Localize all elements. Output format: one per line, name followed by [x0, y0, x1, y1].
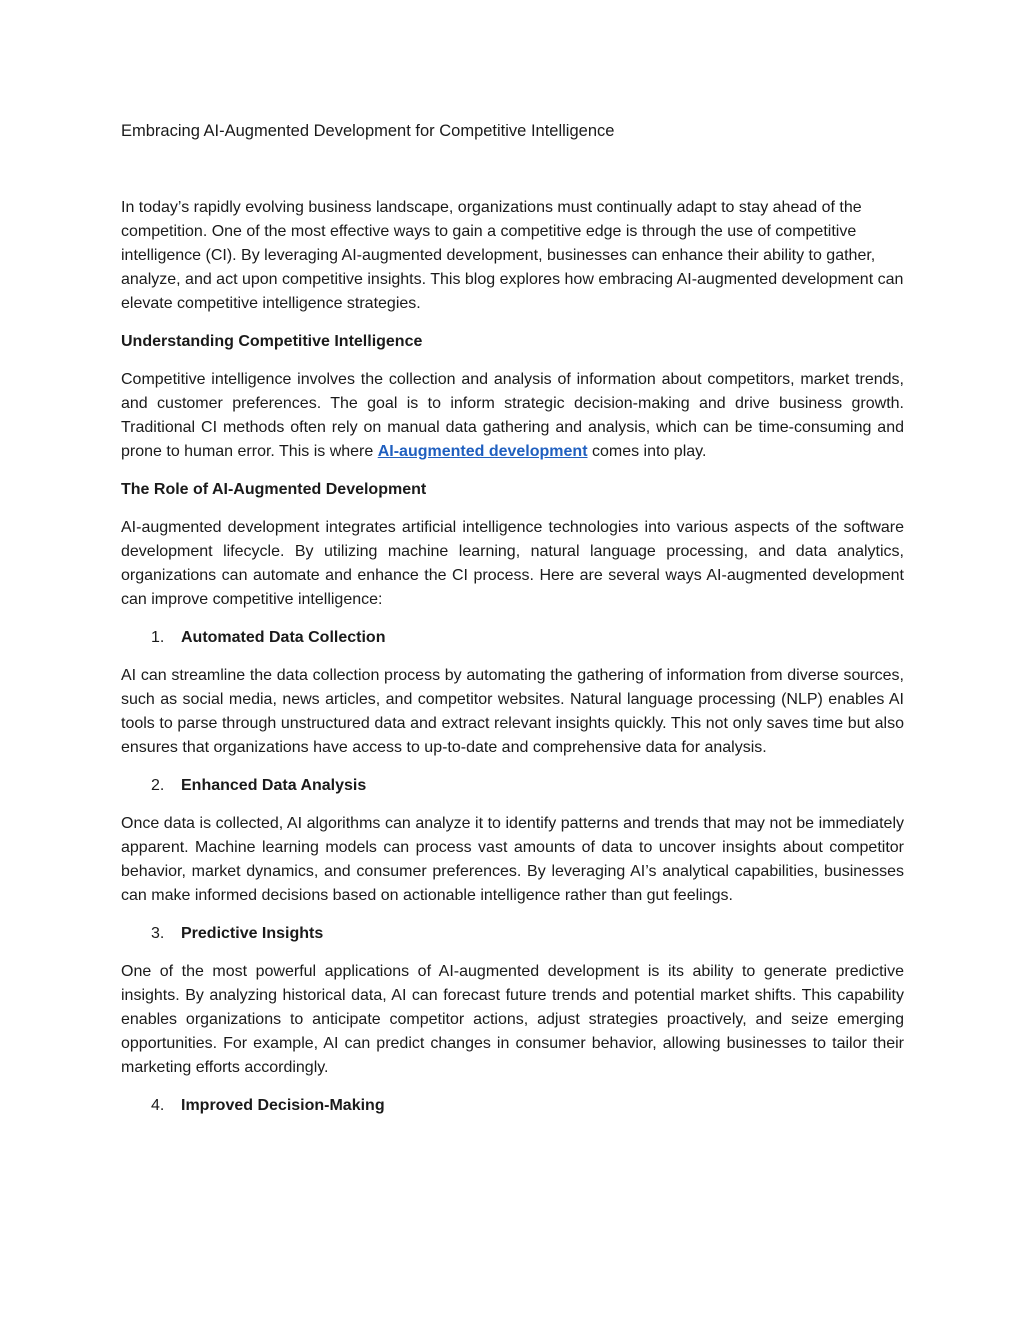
- list-heading-text: Improved Decision-Making: [181, 1097, 385, 1114]
- document-page: [121, 119, 904, 1132]
- list-number: 4.: [151, 1097, 165, 1114]
- list-item-paragraph: AI can streamline the data collection process by automating the gathering of information from diverse sources, such as social media, news articles, and competitor websites. Natural language processing (NLP) enables AI tools to parse through unstructured data and extract relevant insights quickly. This not only saves time but also ensures that organizations have access to up-to-date and comprehensive data for analysis.: [121, 667, 904, 756]
- section-paragraph-role: AI-augmented development integrates artificial intelligence technologies into various aspects of the software development lifecycle. By utilizing machine learning, natural language processing, and data analytics, organizations can automate and enhance the CI process. Here are several ways AI-augmented development can improve competitive intelligence:: [121, 519, 904, 608]
- list-heading-text: Predictive Insights: [181, 925, 324, 942]
- ai-augmented-development-link[interactable]: AI-augmented development: [377, 443, 588, 460]
- section-paragraph-understanding: [121, 368, 904, 464]
- list-item-paragraph: One of the most powerful applications of AI-augmented development is its ability to generate predictive insights. By analyzing historical data, AI can forecast future trends and potential market shifts. This capability enables organizations to anticipate competitor actions, adjust strategies proactively, and seize emerging opportunities. For example, AI can predict changes in consumer behavior, allowing businesses to tailor their marketing efforts accordingly.: [121, 963, 904, 1076]
- list-item-heading: [121, 922, 904, 946]
- section-heading-role: The Role of AI-Augmented Development: [121, 481, 427, 498]
- paragraph-text: comes into play.: [587, 443, 707, 460]
- list-number: 2.: [151, 777, 165, 794]
- document-title: Embracing AI-Augmented Development for Competitive Intelligence: [121, 122, 615, 140]
- list-number: 1.: [151, 629, 165, 646]
- intro-paragraph: In today’s rapidly evolving business landscape, organizations must continually adapt to stay ahead of the competition. One of the most effective ways to gain a competitive edge is through the use of competitive intelligence (CI). By leveraging AI-augmented development, businesses can enhance their ability to gather, analyze, and act upon competitive insights. This blog explores how embracing AI-augmented development can elevate competitive intelligence strategies.: [121, 199, 904, 312]
- section-heading-understanding: Understanding Competitive Intelligence: [121, 333, 423, 350]
- list-item-paragraph: Once data is collected, AI algorithms can analyze it to identify patterns and trends that may not be immediately apparent. Machine learning models can process vast amounts of data to uncover insights about competitor behavior, market dynamics, and consumer preferences. By leveraging AI’s analytical capabilities, businesses can make informed decisions based on actionable intelligence rather than gut feelings.: [121, 815, 904, 904]
- list-item-heading: [121, 774, 904, 798]
- list-item-heading: [121, 1094, 904, 1118]
- list-item-heading: [121, 626, 904, 650]
- paragraph-text: Competitive intelligence involves the collection and analysis of information about competitors, market trends, and customer preferences. The goal is to inform strategic decision-making and drive business growth. Traditional CI methods often rely on manual data gathering and analysis, which can be time-consuming and prone to human error. This is where: [121, 371, 904, 460]
- list-heading-text: Automated Data Collection: [181, 629, 386, 646]
- list-number: 3.: [151, 925, 165, 942]
- list-heading-text: Enhanced Data Analysis: [181, 777, 367, 794]
